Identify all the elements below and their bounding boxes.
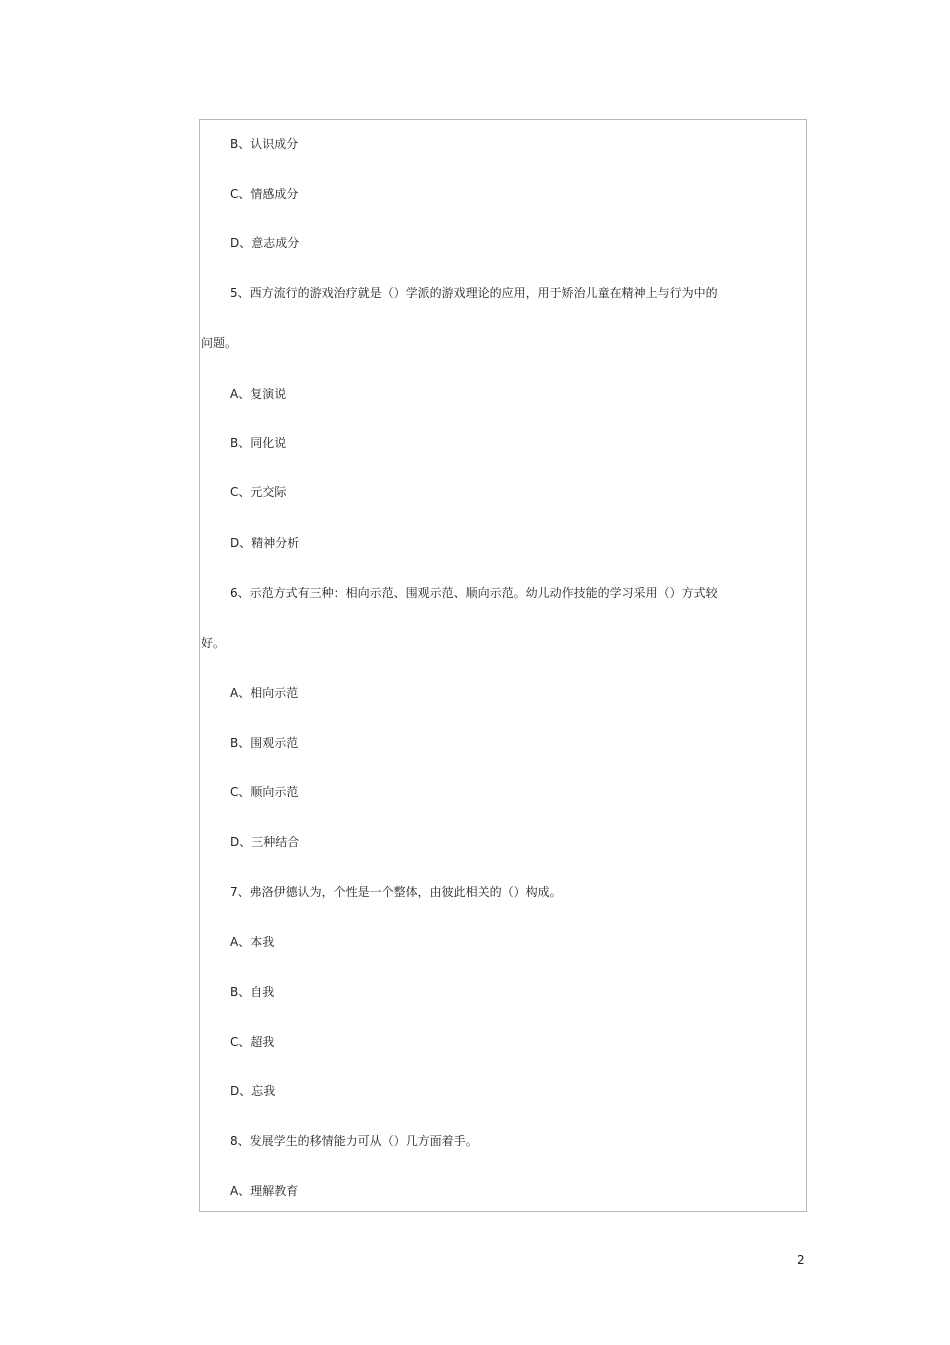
- option-8a: A、理解教育: [230, 1184, 299, 1198]
- question-8: 8、发展学生的移情能力可从（）几方面着手。: [230, 1134, 478, 1148]
- question-7: 7、弗洛伊德认为，个性是一个整体，由彼此相关的（）构成。: [230, 885, 562, 899]
- option-4b: B、认识成分: [230, 137, 299, 151]
- option-5d: D、精神分析: [230, 536, 300, 550]
- option-5a: A、复演说: [230, 387, 287, 401]
- option-5c: C、元交际: [230, 485, 287, 499]
- option-7b: B、自我: [230, 985, 275, 999]
- option-6c: C、顺向示范: [230, 785, 299, 799]
- option-4c: C、情感成分: [230, 187, 299, 201]
- question-6: 6、示范方式有三种：相向示范、围观示范、顺向示范。幼儿动作技能的学习采用（）方式较: [230, 586, 718, 600]
- option-6d: D、三种结合: [230, 835, 300, 849]
- page-number: 2: [797, 1253, 805, 1267]
- option-6a: A、相向示范: [230, 686, 299, 700]
- question-6-continued: 好。: [201, 636, 226, 650]
- option-5b: B、同化说: [230, 436, 287, 450]
- option-4d: D、意志成分: [230, 236, 300, 250]
- option-7d: D、忘我: [230, 1084, 276, 1098]
- question-5: 5、西方流行的游戏治疗就是（）学派的游戏理论的应用，用于矫治儿童在精神上与行为中的: [230, 286, 718, 300]
- content-frame: [199, 119, 807, 1212]
- option-7c: C、超我: [230, 1035, 275, 1049]
- option-7a: A、本我: [230, 935, 275, 949]
- option-6b: B、围观示范: [230, 736, 299, 750]
- question-5-continued: 问题。: [201, 336, 238, 350]
